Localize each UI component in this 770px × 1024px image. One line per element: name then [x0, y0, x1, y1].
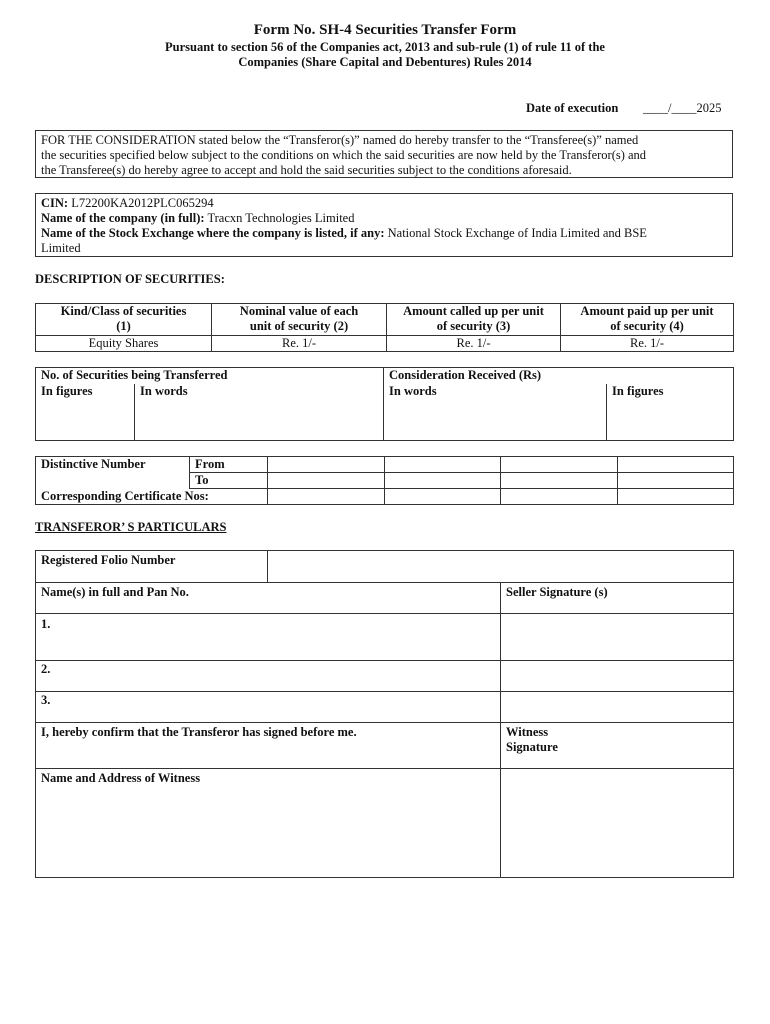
folio-row	[36, 551, 734, 583]
witness-signature-field[interactable]	[501, 769, 734, 878]
consideration-in-figures-field[interactable]	[607, 400, 734, 441]
consideration-received-label: Consideration Received (Rs)	[384, 368, 734, 384]
transferor-particulars-heading: TRANSFEROR’ S PARTICULARS	[35, 520, 227, 534]
registered-folio-field[interactable]	[268, 551, 734, 583]
transferor-row-2	[36, 661, 734, 692]
nominal-value-header: Nominal value of each unit of security (2)	[212, 304, 387, 336]
stock-exchange-value-cont: Limited	[41, 241, 81, 255]
witness-signature-label: Witness Signature	[501, 723, 734, 769]
cin-label: CIN:	[41, 196, 69, 210]
company-name-label: Name of the company (in full):	[41, 211, 205, 225]
amount-called-up-header: Amount called up per unit of security (3)	[387, 304, 561, 336]
distinctive-to-row	[36, 473, 734, 489]
transferor-row-1	[36, 614, 734, 661]
transferor-row-3	[36, 692, 734, 723]
distinctive-number-label: Distinctive Number	[36, 457, 190, 473]
description-heading: DESCRIPTION OF SECURITIES:	[35, 272, 225, 286]
registered-folio-label: Registered Folio Number	[36, 551, 268, 583]
consideration-statement-box	[35, 130, 733, 178]
witness-address-row	[36, 769, 734, 878]
no-of-securities-label: No. of Securities being Transferred	[36, 368, 384, 384]
date-of-execution-label: Date of execution	[526, 101, 619, 115]
in-words-label: In words	[135, 384, 384, 400]
consideration-line-1: FOR THE CONSIDERATION stated below the “Transferor(s)” named do hereby transfer to the “Transferee(s)” named	[41, 133, 639, 147]
transferor-name-2[interactable]: 2.	[36, 661, 501, 692]
form-subtitle-line1: Pursuant to section 56 of the Companies act, 2013 and sub-rule (1) of rule 11 of the	[165, 40, 605, 54]
consideration-line-2: the securities specified below subject to the conditions on which the said securities are now held by the Transferor(s) and	[41, 148, 647, 162]
seller-signature-1[interactable]	[501, 614, 734, 661]
witness-name-address-label[interactable]: Name and Address of Witness	[36, 769, 501, 878]
securities-input-row	[36, 400, 734, 441]
nominal-value-value[interactable]: Re. 1/-	[212, 336, 387, 352]
to-field-2[interactable]	[385, 473, 501, 489]
in-figures-label: In figures	[36, 384, 135, 400]
names-pan-label: Name(s) in full and Pan No.	[36, 583, 501, 614]
in-figures-field[interactable]	[36, 400, 135, 441]
securities-subheader-row	[36, 384, 734, 400]
amount-paid-up-value[interactable]: Re. 1/-	[561, 336, 734, 352]
description-value-row	[36, 336, 734, 352]
stock-exchange-row	[41, 226, 727, 241]
witness-confirmation-text: I, hereby confirm that the Transferor has signed before me.	[36, 723, 501, 769]
date-of-execution-value[interactable]: ____/____2025	[643, 101, 722, 115]
to-label: To	[190, 473, 268, 489]
consideration-in-words-label: In words	[384, 384, 607, 400]
seller-signature-label: Seller Signature (s)	[501, 583, 734, 614]
consideration-in-words-field[interactable]	[384, 400, 607, 441]
kind-class-value[interactable]: Equity Shares	[36, 336, 212, 352]
from-label: From	[190, 457, 268, 473]
from-field-4[interactable]	[618, 457, 734, 473]
transferor-name-3[interactable]: 3.	[36, 692, 501, 723]
names-header-row	[36, 583, 734, 614]
to-field-1[interactable]	[268, 473, 385, 489]
certificate-row	[36, 489, 734, 505]
form-title: Form No. SH-4 Securities Transfer Form	[253, 22, 517, 38]
distinctive-from-row	[36, 457, 734, 473]
to-field-4[interactable]	[618, 473, 734, 489]
from-field-3[interactable]	[501, 457, 618, 473]
consideration-in-figures-label: In figures	[607, 384, 734, 400]
description-table	[35, 303, 734, 352]
description-header-row	[36, 304, 734, 336]
securities-transferred-table	[35, 367, 734, 441]
stock-exchange-label: Name of the Stock Exchange where the company is listed, if any:	[41, 226, 385, 240]
company-details-box	[35, 193, 733, 257]
company-name-row	[41, 211, 727, 226]
transferor-name-1[interactable]: 1.	[36, 614, 501, 661]
company-name-value: Tracxn Technologies Limited	[207, 211, 355, 225]
kind-class-header: Kind/Class of securities (1)	[36, 304, 212, 336]
corresponding-certificate-label: Corresponding Certificate Nos:	[36, 489, 268, 505]
distinctive-number-table	[35, 456, 734, 505]
seller-signature-2[interactable]	[501, 661, 734, 692]
stock-exchange-value: National Stock Exchange of India Limited and BSE	[387, 226, 647, 240]
to-field-3[interactable]	[501, 473, 618, 489]
seller-signature-3[interactable]	[501, 692, 734, 723]
certificate-field-3[interactable]	[501, 489, 618, 505]
certificate-field-1[interactable]	[268, 489, 385, 505]
in-words-field[interactable]	[135, 400, 384, 441]
securities-header-row	[36, 368, 734, 384]
cin-value: L72200KA2012PLC065294	[71, 196, 214, 210]
from-field-1[interactable]	[268, 457, 385, 473]
from-field-2[interactable]	[385, 457, 501, 473]
form-subtitle-line2: Companies (Share Capital and Debentures) Rules 2014	[238, 55, 532, 69]
consideration-line-3: the Transferee(s) do hereby agree to accept and hold the said securities subject to the conditions aforesaid.	[41, 163, 572, 177]
certificate-field-4[interactable]	[618, 489, 734, 505]
witness-confirm-row	[36, 723, 734, 769]
cin-row	[41, 196, 727, 211]
transferor-particulars-table	[35, 550, 734, 878]
amount-paid-up-header: Amount paid up per unit of security (4)	[561, 304, 734, 336]
certificate-field-2[interactable]	[385, 489, 501, 505]
amount-called-up-value[interactable]: Re. 1/-	[387, 336, 561, 352]
